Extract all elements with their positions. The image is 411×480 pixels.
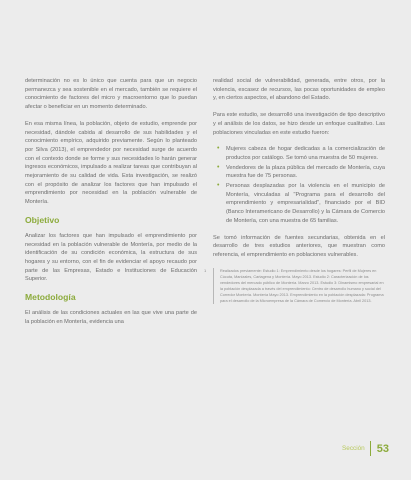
list-item: • Personas desplazadas por la violencia en el municipio de Montería, vinculadas al "Programa para el desarrollo del emprendimiento y empresarialidad", financiado por el BID (Banco Interamericano de Desarrollo) y la Cámara de Comercio de Montería, con una muestra de 65 familias. <box>226 182 385 226</box>
footnote-text: Realizados previamente: Estudio 1: Emprendimiento desde los hogares: Perfil de Mujeres en Cúcuta, Manizales, Cartagena y Montería. Mayo 2013. Estudio 2: Caracterización de los vendedores del mercado público de Montería. Marzo 2013. Estudio 3: Dinamismo empresarial en la población desplazada a través del emprendimiento: Centro de desarrollo humano y social del Corredor Montería. Montería Mayo 2013. Emprendimiento en la población desplazada: Programa para el desarrollo de la Microempresa de la Cámara de Comercio de Montería. Abril 2013. <box>220 268 384 304</box>
paragraph: realidad social de vulnerabilidad, generada, entre otros, por la violencia, escasez de recursos, las pocas oportunidades de empleo y, en ciertos aspectos, el abandono del Estado. <box>213 78 385 102</box>
list-item: • Vendedores de la plaza pública del mercado de Montería, cuya muestra fue de 75 personas. <box>226 164 385 181</box>
paragraph: Para este estudio, se desarrolló una investigación de tipo descriptivo y el análisis de los datos, se hizo desde un enfoque cualitativo. Las poblaciones vinculadas en este estudio fueron: <box>213 112 385 136</box>
list-item: • Mujeres cabeza de hogar dedicadas a la comercialización de productos por catálogo. Se tomó una muestra de 50 mujeres. <box>226 145 385 162</box>
paragraph: determinación no es lo único que cuenta para que un negocio permanezca y sea sostenible en el mercado, también se requiere el conocimiento de factores del micro y macroentorno que lo puedan afectar o beneficiar en un momento determinado. <box>25 78 197 111</box>
left-column <box>25 77 197 334</box>
section-heading-metodologia: Metodología <box>25 292 76 303</box>
section-label: Sección <box>342 445 365 452</box>
paragraph: En esa misma línea, la población, objeto de estudio, emprende por necesidad, dándole cabida al desarrollo de sus habilidades y el conocimiento empírico, adquirido previamente. Según lo planteado por Silva (2013), el emprendedor por necesidad surge de acuerdo con el contexto donde se forme y sus necesidades lo harán generar ingresos económicos, impulsado a realizar tareas que contribuyan al mejoramiento de su calidad de vida. Esta investigación, se realizó con el propósito de analizar los factores que han impulsado el emprendimiento por necesidad en la población vulnerable de Montería. <box>25 120 197 206</box>
right-column <box>204 77 385 304</box>
paragraph: Analizar los factores que han impulsado el emprendimiento por necesidad en la población vulnerable de Montería, por medio de la identificación de su condición económica, la estructura de sus hogares y su entorno, con el fin de evidenciar el apoyo recaudo por parte de las Empresas, Estado e Instituciones de Educación Superior. <box>25 232 197 283</box>
section-heading-objetivo: Objetivo <box>25 214 60 225</box>
footnote <box>204 267 385 305</box>
page-number: 53 <box>376 442 389 455</box>
page-footer <box>342 441 389 456</box>
population-list <box>213 145 385 225</box>
paragraph: El análisis de las condiciones actuales en las que vive una parte de la población en Montería, evidencia una <box>25 310 197 325</box>
footer-divider <box>370 441 371 456</box>
paragraph: Se tomó información de fuentes secundarias, obtenida en el desarrollo de tres estudios anteriores, que muestran como referencia, el emprendimiento en poblaciones vulnerables. <box>213 234 385 258</box>
footnote-marker: 1 <box>204 267 207 273</box>
